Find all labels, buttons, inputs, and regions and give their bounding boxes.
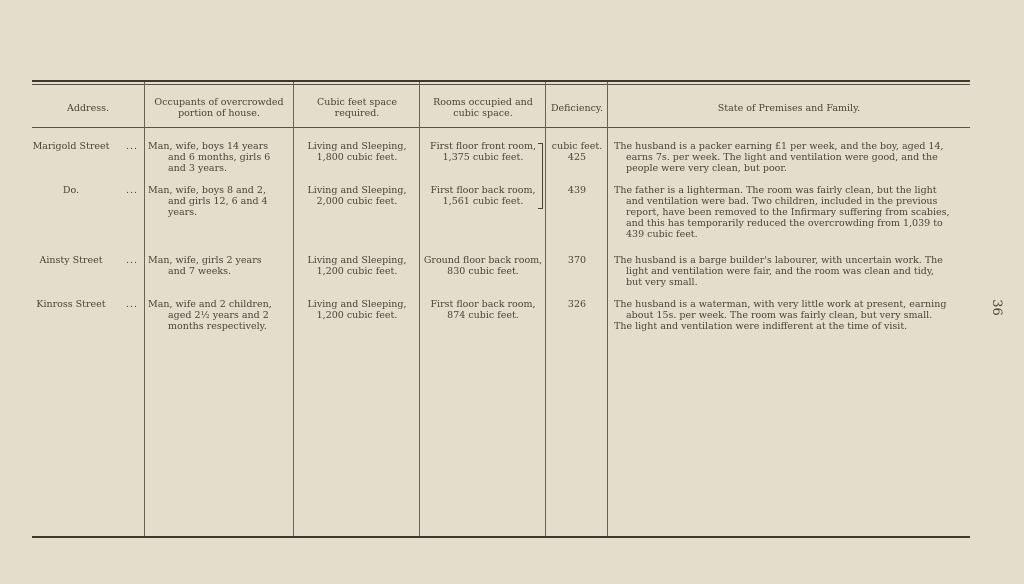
rooms-line: 830 cubic feet. xyxy=(447,266,519,277)
bottom-rule xyxy=(32,536,970,538)
rooms-line: 1,561 cubic feet. xyxy=(442,196,524,207)
deficiency-cell: 326 xyxy=(567,299,587,310)
cubic-line: 1,200 cubic feet. xyxy=(316,266,398,277)
cubic-line: 2,000 cubic feet. xyxy=(316,196,398,207)
leader-dots: ... xyxy=(126,185,139,196)
header-occupants: Occupants of overcrowded portion of house. xyxy=(154,97,284,119)
occupants-line: Man, wife, girls 2 years xyxy=(148,255,262,266)
rooms-cell xyxy=(422,255,544,277)
occupants-cell xyxy=(148,185,290,218)
occupants-line: Man, wife, boys 14 years xyxy=(148,141,269,152)
deficiency-cell: 370 xyxy=(567,255,587,266)
address-cell: Kinross Street xyxy=(36,299,106,310)
state-line: The husband is a waterman, with very little work at present, earning xyxy=(614,299,947,310)
rooms-line: First floor front room, xyxy=(430,141,536,152)
state-cell xyxy=(614,185,972,240)
state-line: and this has temporarily reduced the overcrowding from 1,039 to xyxy=(626,218,943,229)
column-divider xyxy=(607,82,608,536)
rooms-cell xyxy=(422,185,544,207)
occupants-line: aged 2½ years and 2 xyxy=(168,310,269,321)
deficiency-cell xyxy=(548,141,606,163)
occupants-line: Man, wife and 2 children, xyxy=(148,299,272,310)
page-number: 36 xyxy=(988,299,1004,316)
deficiency-line: 425 xyxy=(567,152,587,163)
state-cell xyxy=(614,255,972,288)
header-cubic-required: Cubic feet space required. xyxy=(316,97,397,119)
header-deficiency: Deficiency. xyxy=(550,102,604,114)
top-rule xyxy=(32,80,970,82)
cubic-line: 1,800 cubic feet. xyxy=(316,152,398,163)
occupants-line: and 3 years. xyxy=(168,163,228,174)
occupants-cell xyxy=(148,141,290,174)
address-cell: Marigold Street xyxy=(32,141,110,152)
occupants-line: years. xyxy=(168,207,198,218)
column-divider xyxy=(144,82,145,536)
state-cell xyxy=(614,141,972,174)
cubic-line: Living and Sleeping, xyxy=(307,299,407,310)
cubic-required-cell xyxy=(296,141,418,163)
rooms-line: Ground floor back room, xyxy=(423,255,543,266)
leader-dots: ... xyxy=(126,255,139,266)
top-rule-thin xyxy=(32,84,970,85)
state-line: The husband is a packer earning £1 per week, and the boy, aged 14, xyxy=(614,141,944,152)
state-line: earns 7s. per week. The light and ventilation were good, and the xyxy=(626,152,938,163)
cubic-required-cell xyxy=(296,185,418,207)
state-line: report, have been removed to the Infirmary suffering from scabies, xyxy=(626,207,950,218)
occupants-line: and 7 weeks. xyxy=(168,266,231,277)
rooms-line: First floor back room, xyxy=(430,185,536,196)
cubic-required-cell xyxy=(296,255,418,277)
cubic-line: Living and Sleeping, xyxy=(307,141,407,152)
state-line: and ventilation were bad. Two children, included in the previous xyxy=(626,196,938,207)
state-line: The father is a lighterman. The room was fairly clean, but the light xyxy=(614,185,937,196)
column-divider xyxy=(293,82,294,536)
rooms-line: 1,375 cubic feet. xyxy=(442,152,524,163)
rooms-line: First floor back room, xyxy=(430,299,536,310)
rooms-cell xyxy=(422,299,544,321)
occupants-line: and 6 months, girls 6 xyxy=(168,152,271,163)
state-line: The husband is a barge builder's labourer, with uncertain work. The xyxy=(614,255,943,266)
state-line: 439 cubic feet. xyxy=(626,229,698,240)
deficiency-line: cubic feet. xyxy=(551,141,603,152)
cubic-line: Living and Sleeping, xyxy=(307,185,407,196)
leader-dots: ... xyxy=(126,141,139,152)
occupants-cell xyxy=(148,255,290,277)
header-rooms: Rooms occupied and cubic space. xyxy=(433,97,533,119)
occupants-line: Man, wife, boys 8 and 2, xyxy=(148,185,266,196)
occupants-line: and girls 12, 6 and 4 xyxy=(168,196,268,207)
state-line: The light and ventilation were indifferent at the time of visit. xyxy=(614,321,908,332)
occupants-line: months respectively. xyxy=(168,321,267,332)
deficiency-cell: 439 xyxy=(567,185,587,196)
address-cell: Ainsty Street xyxy=(39,255,103,266)
state-line: about 15s. per week. The room was fairly clean, but very small. xyxy=(626,310,933,321)
address-cell: Do. xyxy=(62,185,80,196)
column-divider xyxy=(419,82,420,536)
column-divider xyxy=(545,82,546,536)
header-address: Address. xyxy=(67,102,109,114)
state-line: light and ventilation were fair, and the room was clean and tidy, xyxy=(626,266,934,277)
state-line: but very small. xyxy=(626,277,698,288)
rooms-line: 874 cubic feet. xyxy=(447,310,519,321)
cubic-line: 1,200 cubic feet. xyxy=(316,310,398,321)
header-rule xyxy=(32,127,970,128)
rooms-cell xyxy=(422,141,544,163)
leader-dots: ... xyxy=(126,299,139,310)
cubic-required-cell xyxy=(296,299,418,321)
state-cell xyxy=(614,299,972,332)
cubic-line: Living and Sleeping, xyxy=(307,255,407,266)
occupants-cell xyxy=(148,299,290,332)
header-state: State of Premises and Family. xyxy=(717,102,861,114)
state-line: people were very clean, but poor. xyxy=(626,163,787,174)
